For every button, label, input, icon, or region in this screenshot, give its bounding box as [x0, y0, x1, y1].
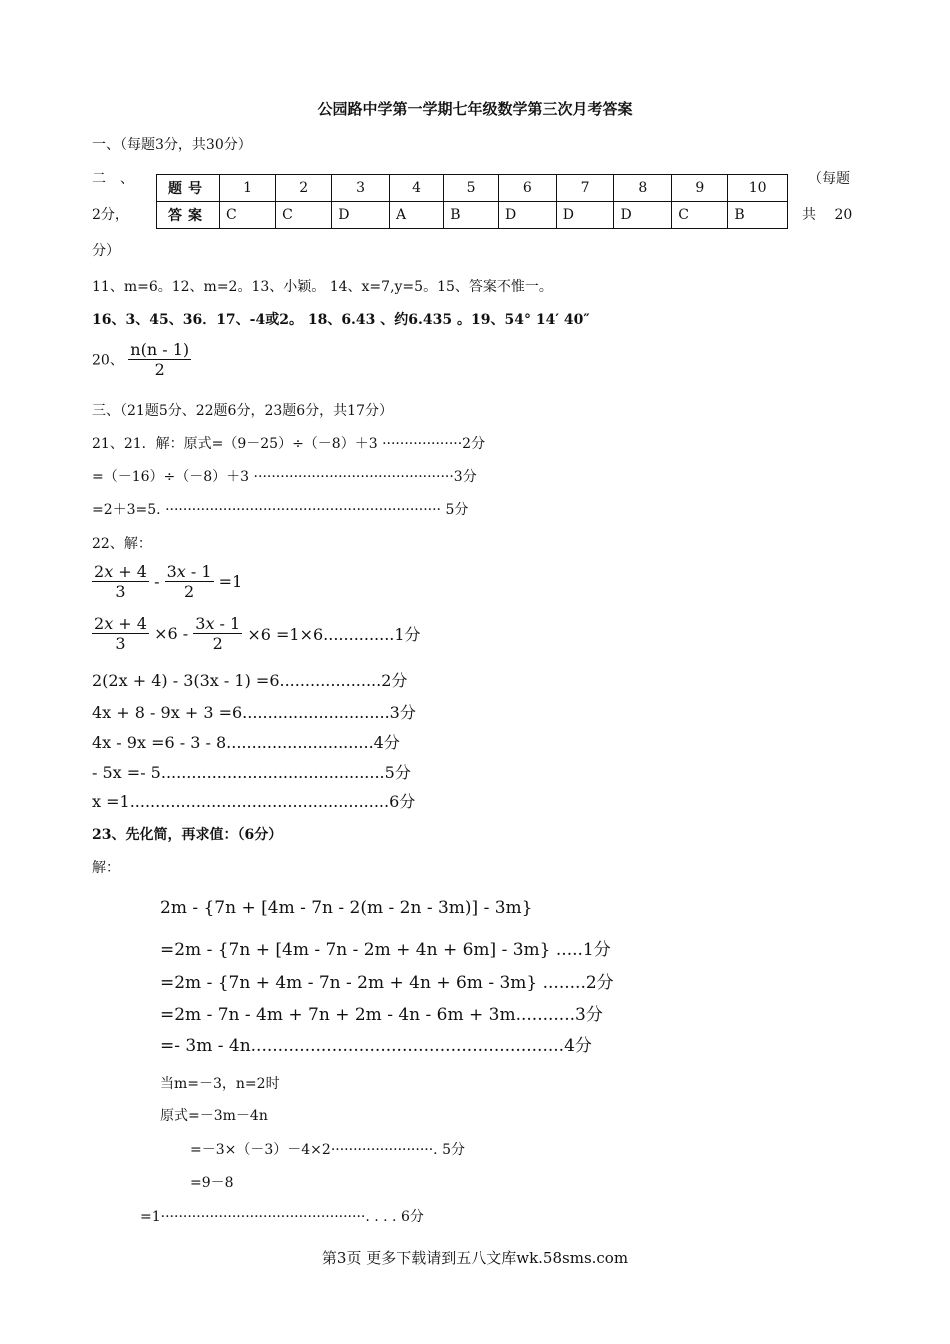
- q23-when: 当m=－3，n=2时: [160, 1076, 280, 1092]
- table-cell: A: [389, 202, 443, 229]
- table-cell: D: [498, 202, 556, 229]
- q20-fraction: [128, 340, 191, 379]
- part3-heading: 三、（21题5分、22题6分，23题6分，共17分）: [92, 403, 393, 419]
- table-cell: B: [444, 202, 499, 229]
- table-cell: 1: [220, 175, 276, 202]
- q23-solution-label: 解：: [92, 860, 120, 876]
- q22-step1: $\frac{2x + 4}{3}$ ×6 - $\frac{3x - 1}{2}$ ×6 =1×6..............1分: [94, 614, 421, 653]
- q20: [92, 340, 191, 379]
- table-cell: 3: [332, 175, 390, 202]
- page-footer: 第3页 更多下载请到五八文库wk.58sms.com: [321, 1249, 629, 1267]
- q23-step1: =2m - {7n + [4m - 7n - 2m + 4n + 6m] - 3m} .....1分: [160, 940, 611, 960]
- q22-step0-rhs: =1: [218, 572, 243, 591]
- fraction-denominator: 2: [154, 360, 165, 379]
- q23-calc3: =1··············································. . . . 6分: [140, 1209, 424, 1225]
- q22-step6: x =1...................................................6分: [92, 792, 416, 811]
- table-cell: C: [276, 202, 332, 229]
- table-cell: D: [556, 202, 614, 229]
- q21-line2: =（－16）÷（－8）＋3 ·············································3分: [92, 469, 477, 485]
- table-cell: 2: [276, 175, 332, 202]
- q23-calc2: =9－8: [190, 1175, 234, 1191]
- part1-heading: 一、（每题3分，共30分）: [92, 137, 252, 153]
- table-header-label: 题号: [157, 175, 220, 202]
- table-cell: 7: [556, 175, 614, 202]
- q23-step0: 2m - {7n + [4m - 7n - 2(m - 2n - 3m)] - 3m}: [160, 898, 533, 918]
- table-answer-label: 答案: [157, 202, 220, 229]
- answers-11-15: 11、m=6。12、m=2。13、小颖。 14、x=7,y=5。15、答案不惟一。: [92, 279, 553, 295]
- q23-step4: =- 3m - 4n..........................................................4分: [160, 1036, 592, 1056]
- q22-step1-tail: ×6 =1×6..............1分: [247, 625, 421, 644]
- q23-original: 原式=－3m－4n: [160, 1108, 268, 1124]
- q20-label: 20、: [92, 352, 124, 369]
- q21-line1: 21、21．解：原式=（9－25）÷（－8）＋3 ··················2分: [92, 436, 486, 452]
- q23-calc1: =－3×（－3）－4×2·······················. 5分: [190, 1142, 465, 1158]
- answers-16-19: 16、3、45、36．17、-4或2。 18、6.43 、约6.435 。19、54° 14′ 40″: [92, 312, 590, 328]
- table-cell: 9: [672, 175, 728, 202]
- table-cell: 8: [614, 175, 672, 202]
- table-cell: 4: [389, 175, 443, 202]
- table-cell: C: [220, 202, 276, 229]
- q23-label: 23、先化简，再求值：（6分）: [92, 827, 283, 843]
- table-cell: B: [728, 202, 788, 229]
- fraction-numerator: n(n - 1): [130, 340, 190, 359]
- q23-step3: =2m - 7n - 4m + 7n + 2m - 4n - 6m + 3m...........3分: [160, 1005, 603, 1025]
- page-title: 公园路中学第一学期七年级数学第三次月考答案: [317, 100, 633, 118]
- q22-step4: 4x - 9x =6 - 3 - 8.............................4分: [92, 733, 400, 752]
- part2-note-right2: 共 20: [802, 207, 853, 223]
- answer-table: [156, 174, 788, 229]
- part2-label: 二 、: [92, 171, 134, 187]
- part2-note-end: 分）: [92, 243, 120, 259]
- table-cell: 5: [444, 175, 499, 202]
- table-row: [157, 175, 788, 202]
- q21-line3: =2＋3=5. ······························································ 5分: [92, 502, 469, 518]
- table-cell: 10: [728, 175, 788, 202]
- q22-step0: $\frac{2x + 4}{3}$ - $\frac{3x - 1}{2}$ =1: [94, 562, 243, 601]
- q22-label: 22、解：: [92, 536, 152, 552]
- table-cell: 6: [498, 175, 556, 202]
- q22-step5: - 5x =- 5............................................5分: [92, 763, 411, 782]
- q22-step3: 4x + 8 - 9x + 3 =6.............................3分: [92, 703, 416, 722]
- table-cell: D: [614, 202, 672, 229]
- table-cell: D: [332, 202, 390, 229]
- part2-note-left: 2分，: [92, 207, 129, 223]
- part2-note-right: （每题: [808, 171, 850, 187]
- table-cell: C: [672, 202, 728, 229]
- q23-step2: =2m - {7n + 4m - 7n - 2m + 4n + 6m - 3m} ........2分: [160, 973, 614, 993]
- table-row: [157, 202, 788, 229]
- q22-step2: 2(2x + 4) - 3(3x - 1) =6....................2分: [92, 671, 408, 690]
